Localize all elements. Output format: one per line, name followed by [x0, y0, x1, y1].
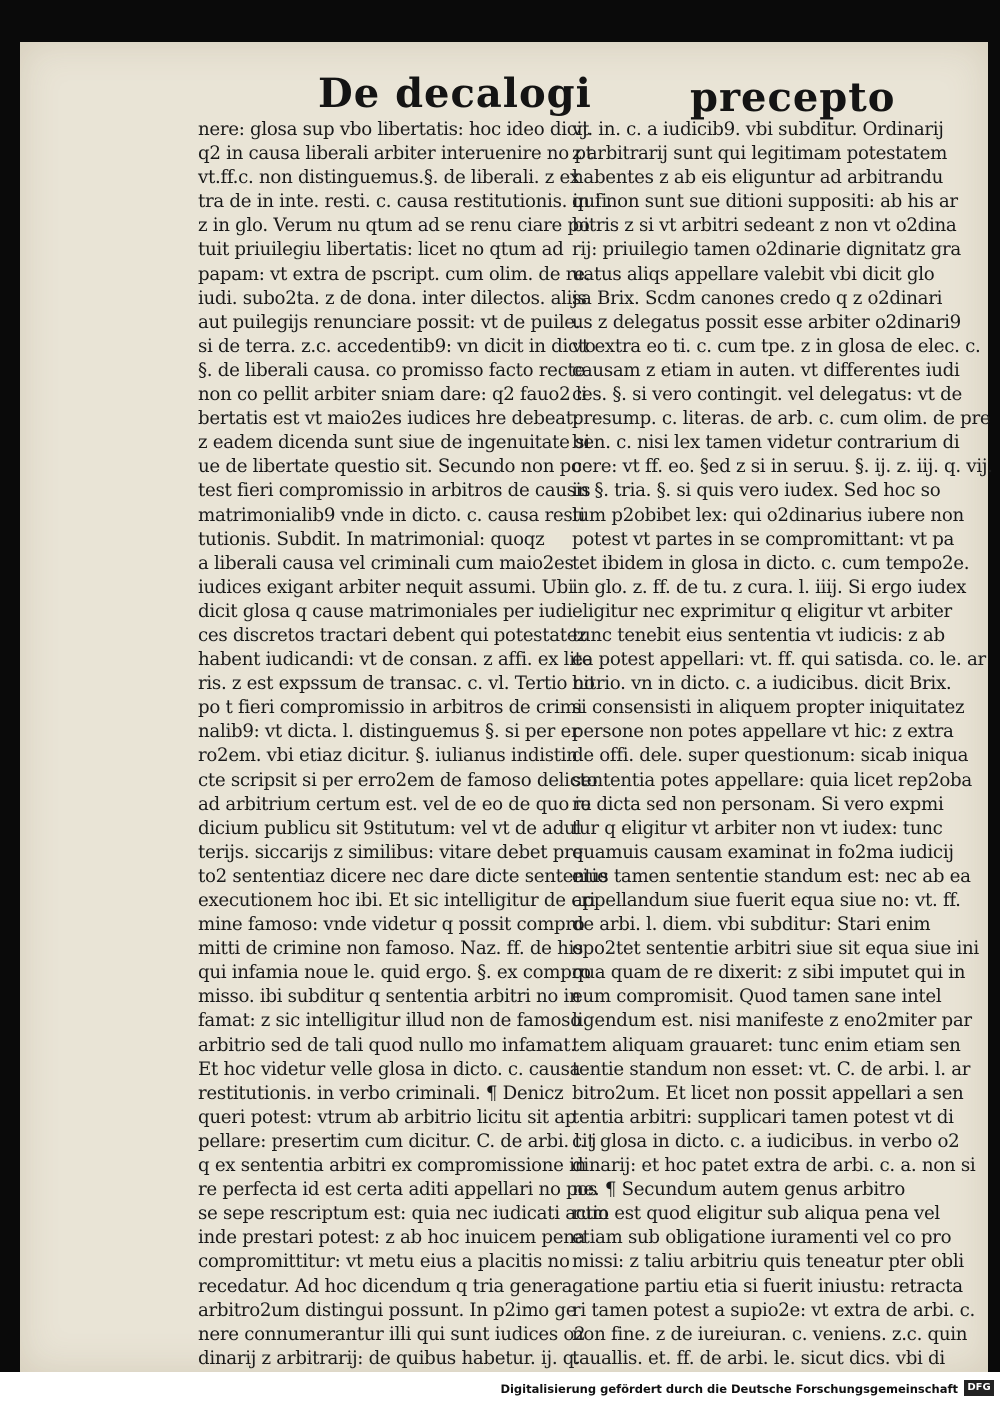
text-line: po t fieri compromissio in arbitros de crimi — [198, 697, 583, 719]
text-line: restitutionis. in verbo criminali. ¶ Denicz — [198, 1082, 564, 1104]
text-line: bitro2um. Et licet non possit appellari a sen — [572, 1082, 964, 1104]
text-line: tet ibidem in glosa in dicto. c. cum tempo2e. — [572, 552, 970, 574]
text-line: dicium publicu sit 9stitutum: vel vt de adul — [198, 817, 581, 839]
text-line: nere: glosa sup vbo libertatis: hoc ideo dicit — [198, 119, 590, 140]
text-line: famat: z sic intelligitur illud non de famoso — [198, 1010, 581, 1032]
text-line: dinarij: et hoc patet extra de arbi. c. a. non si — [572, 1155, 976, 1177]
text-line: tauallis. et. ff. de arbi. le. sicut dics. vbi di — [572, 1347, 945, 1369]
text-line: missi: z taliu arbitriu quis teneatur pter obli — [572, 1251, 964, 1273]
text-line: sententia potes appellare: quia licet rep2oba — [572, 769, 972, 791]
text-line: ri tamen potest a supio2e: vt extra de arbi. c. — [572, 1299, 975, 1321]
footer-bar — [0, 1372, 1000, 1407]
header-left: De decalogi — [318, 70, 592, 117]
text-line: rum est quod eligitur sub aliqua pena vel — [572, 1203, 940, 1225]
text-line: in glo. z. ff. de tu. z cura. l. iiij. Si ergo iudex — [572, 576, 967, 598]
text-line: a liberali causa vel criminali cum maio2es — [198, 552, 574, 574]
text-line: opo2tet sententie arbitri siue sit equa siue ini — [572, 938, 979, 960]
text-line: papam: vt extra de pscript. cum olim. de re. — [198, 263, 591, 285]
text-line: ue de libertate questio sit. Secundo non po — [198, 456, 582, 478]
text-line: etiam sub obligatione iuramenti vel co pro — [572, 1227, 952, 1249]
text-line: non co pellit arbiter sniam dare: q2 fauo2 li — [198, 384, 587, 406]
text-line: de offi. dele. super questionum: sicab iniqua — [572, 745, 969, 767]
text-line: ces discretos tractari debent qui potestatez — [198, 624, 587, 646]
text-line: q2 in causa liberali arbiter interuenire no pt — [198, 143, 593, 165]
book-page — [20, 42, 993, 1372]
text-line: bitrio. vn in dicto. c. a iudicibus. dicit Brix. — [572, 673, 952, 695]
text-line: lum p2obibet lex: qui o2dinarius iubere non — [572, 504, 964, 526]
text-line: re perfecta id est certa aditi appellari no pos — [198, 1179, 598, 1201]
text-line: habentes z ab eis eliguntur ad arbitrandu — [572, 167, 944, 189]
text-line: in §. tria. §. si quis vero iudex. Sed hoc so — [572, 480, 941, 502]
text-line: cit glosa in dicto. c. a iudicibus. in verbo o2 — [572, 1130, 960, 1152]
text-line: re dicta sed non personam. Si vero expmi — [572, 793, 944, 815]
text-line: nere connumerantur illi qui sunt iudices o2 — [198, 1323, 586, 1345]
text-line: bertatis est vt maio2es iudices hre debeat: — [198, 408, 579, 430]
text-line: us z delegatus possit esse arbiter o2dinari9 — [572, 311, 961, 333]
text-line: q ex sententia arbitri ex compromissione in — [198, 1155, 587, 1177]
text-line: ea potest appellari: vt. ff. qui satisda. co. le. ar — [572, 649, 986, 671]
text-line: vt extra eo ti. c. cum tpe. z in glosa de elec. c. — [572, 335, 981, 357]
text-line: tur q eligitur vt arbiter non vt iudex: tunc — [572, 817, 943, 839]
text-line: inde prestari potest: z ab hoc inuicem pena — [198, 1227, 586, 1249]
text-line: compromittitur: vt metu eius a placitis no — [198, 1251, 570, 1273]
text-line: z arbitrarij sunt qui legitimam potestatem — [572, 143, 948, 165]
text-line: non fine. z de iureiuran. c. veniens. z.c. quin — [572, 1323, 968, 1345]
text-line: tra de in inte. resti. c. causa restitutionis. in fi. — [198, 191, 613, 213]
text-line: dicit glosa q cause matrimoniales per iudi — [198, 600, 573, 622]
text-line: cte scripsit si per erro2em de famoso delicto — [198, 769, 598, 791]
text-line: arbitro2um distingui possunt. In p2imo ge — [198, 1299, 577, 1321]
text-line: ces. §. si vero contingit. vel delegatus: vt de — [572, 384, 962, 406]
text-line: de arbi. l. diem. vbi subditur: Stari enim — [572, 914, 931, 936]
text-line: bitris z si vt arbitri sedeant z non vt o2dina — [572, 215, 957, 237]
text-line: eum compromisit. Quod tamen sane intel — [572, 986, 942, 1008]
text-line: persone non potes appellare vt hic: z extra — [572, 721, 954, 743]
text-line: to2 sententiaz dicere nec dare dicte sententie — [198, 865, 608, 887]
text-line: tuit priuilegiu libertatis: licet no qtum ad — [198, 239, 564, 261]
text-line: ne. ¶ Secundum autem genus arbitro — [572, 1179, 905, 1201]
text-line: recedatur. Ad hoc dicendum q tria genera — [198, 1275, 573, 1297]
text-line: appellandum siue fuerit equa siue no: vt. ff. — [572, 890, 961, 911]
text-line: matrimonialib9 vnde in dicto. c. causa resti — [198, 504, 585, 526]
text-line: arbitrio sed de tali quod nullo mo infamat. — [198, 1034, 576, 1056]
text-line: vj. in. c. a iudicib9. vbi subditur. Ordinarij — [572, 119, 944, 140]
text-line: pellare: presertim cum dicitur. C. de arbi. l. j — [198, 1130, 597, 1152]
text-line: tentie standum non esset: vt. C. de arbi. l. ar — [572, 1058, 971, 1080]
text-line: queri potest: vtrum ab arbitrio licitu sit ap — [198, 1106, 577, 1128]
text-line: qua quam de re dixerit: z sibi imputet qui in — [572, 962, 966, 984]
text-line: gatione partiu etia si fuerit iniustu: retracta — [572, 1275, 963, 1297]
text-line: causam z etiam in auten. vt differentes iudi — [572, 359, 960, 381]
text-line: test fieri compromissio in arbitros de causis — [198, 480, 591, 502]
text-line: ad arbitrium certum est. vel de eo de quo iu — [198, 793, 592, 815]
header-right: precepto — [690, 74, 896, 121]
text-line: mine famoso: vnde videtur q possit compro — [198, 914, 585, 936]
text-line: qui non sunt sue ditioni suppositi: ab his ar — [572, 191, 958, 213]
text-line: ris. z est expssum de transac. c. vl. Tertio no — [198, 673, 595, 695]
text-line: si consensisti in aliquem propter iniquitatez — [572, 697, 965, 719]
text-line: uatus aliqs appellare valebit vbi dicit glo — [572, 263, 935, 285]
text-column-right — [572, 118, 993, 1371]
text-line: mitti de crimine non famoso. Naz. ff. de his — [198, 938, 584, 960]
text-line: habent iudicandi: vt de consan. z affi. ex lite — [198, 649, 593, 671]
text-line: rij: priuilegio tamen o2dinarie dignitatz gra — [572, 239, 961, 261]
funding-credit: Digitalisierung gefördert durch die Deutsche Forschungsgemeinschaft — [500, 1382, 958, 1396]
text-line: se sepe rescriptum est: quia nec iudicati actio — [198, 1203, 609, 1225]
dfg-logo: DFG — [964, 1380, 994, 1396]
text-line: eligitur nec exprimitur q eligitur vt arbiter — [572, 600, 952, 622]
text-column-left — [198, 118, 613, 1371]
text-line: tunc tenebit eius sententia vt iudicis: z ab — [572, 624, 945, 646]
text-line: ro2em. vbi etiaz dicitur. §. iulianus indistin — [198, 745, 578, 767]
text-line: Et hoc videtur velle glosa in dicto. c. causa — [198, 1058, 581, 1080]
text-line: aut puilegijs renunciare possit: vt de puile. — [198, 311, 581, 333]
text-line: qui infamia noue le. quid ergo. §. ex compro — [198, 962, 591, 984]
text-line: executionem hoc ibi. Et sic intelligitur de cri — [198, 890, 596, 911]
text-line: iudices exigant arbiter nequit assumi. Ubi — [198, 576, 574, 598]
text-line: tutionis. Subdit. In matrimonial: quoqz — [198, 528, 545, 550]
text-line: ligendum est. nisi manifeste z eno2miter par — [572, 1010, 972, 1032]
text-line: terijs. siccarijs z similibus: vitare debet pre — [198, 841, 583, 863]
text-line: dinarij z arbitrarij: de quibus habetur. ij. q. — [198, 1347, 580, 1369]
text-line: quamuis causam examinat in fo2ma iudicij — [572, 841, 954, 863]
text-line: eius tamen sententie standum est: nec ab ea — [572, 865, 971, 887]
text-line: z in glo. Verum nu qtum ad se renu ciare po — [198, 215, 590, 237]
text-line: si de terra. z.c. accedentib9: vn dicit in dicto — [198, 335, 596, 357]
text-line: sa Brix. Scdm canones credo q z o2dinari — [572, 287, 943, 309]
text-line: presump. c. literas. de arb. c. cum olim. de pre — [572, 408, 991, 430]
text-line: potest vt partes in se compromittant: vt pa — [572, 528, 955, 550]
text-line: §. de liberali causa. co promisso facto recte — [198, 359, 585, 381]
text-line: z eadem dicenda sunt siue de ingenuitate si — [198, 432, 590, 454]
text-line: cere: vt ff. eo. §ed z si in seruu. §. ij. z. iij. q. vij. — [572, 456, 993, 478]
text-line: tentia arbitri: supplicari tamen potest vt di — [572, 1106, 954, 1128]
text-line: iudi. subo2ta. z de dona. inter dilectos. alijs — [198, 287, 587, 309]
text-line: nalib9: vt dicta. l. distinguemus §. si per er — [198, 721, 580, 743]
text-line: vt.ff.c. non distinguemus.§. de liberali. z ex — [198, 167, 580, 189]
text-line: ben. c. nisi lex tamen videtur contrarium di — [572, 432, 960, 454]
text-line: tem aliquam grauaret: tunc enim etiam sen — [572, 1034, 961, 1056]
text-line: misso. ibi subditur q sententia arbitri no in — [198, 986, 581, 1008]
